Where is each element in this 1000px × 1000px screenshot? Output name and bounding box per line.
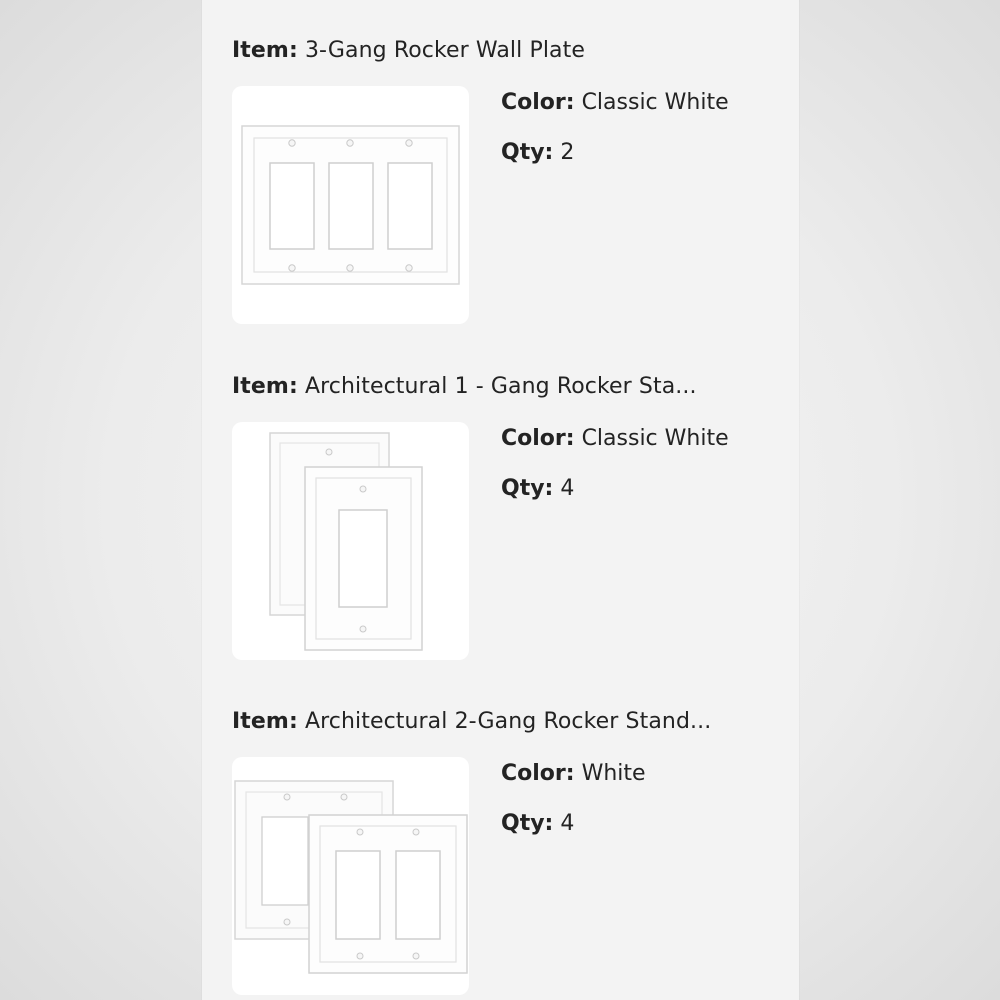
item-name[interactable]: Architectural 2-Gang Rocker Stand...: [304, 709, 712, 734]
item-label: Item:: [232, 38, 298, 63]
item-title: [232, 374, 697, 399]
item-label: Item:: [232, 709, 298, 734]
color-label: Color:: [501, 90, 575, 115]
item-qty: [501, 476, 574, 501]
color-label: Color:: [501, 761, 575, 786]
item-color: [501, 761, 646, 786]
item-name[interactable]: Architectural 1 - Gang Rocker Sta...: [304, 374, 697, 399]
item-color: [501, 90, 729, 115]
item-label: Item:: [232, 374, 298, 399]
qty-label: Qty:: [501, 140, 554, 165]
qty-value: 4: [560, 811, 575, 836]
qty-label: Qty:: [501, 476, 554, 501]
color-value: Classic White: [581, 426, 729, 451]
3-gang-wall-plate-image[interactable]: [232, 86, 469, 324]
qty-value: 2: [560, 140, 575, 165]
item-qty: [501, 811, 574, 836]
color-value: Classic White: [581, 90, 729, 115]
item-name[interactable]: 3-Gang Rocker Wall Plate: [304, 38, 585, 63]
item-title: [232, 38, 585, 63]
1-gang-wall-plate-image[interactable]: [232, 422, 469, 660]
color-value: White: [581, 761, 646, 786]
item-qty: [501, 140, 574, 165]
qty-label: Qty:: [501, 811, 554, 836]
qty-value: 4: [560, 476, 575, 501]
item-color: [501, 426, 729, 451]
2-gang-wall-plate-image[interactable]: [232, 757, 469, 995]
color-label: Color:: [501, 426, 575, 451]
order-items-panel: [202, 0, 799, 1000]
item-title: [232, 709, 711, 734]
